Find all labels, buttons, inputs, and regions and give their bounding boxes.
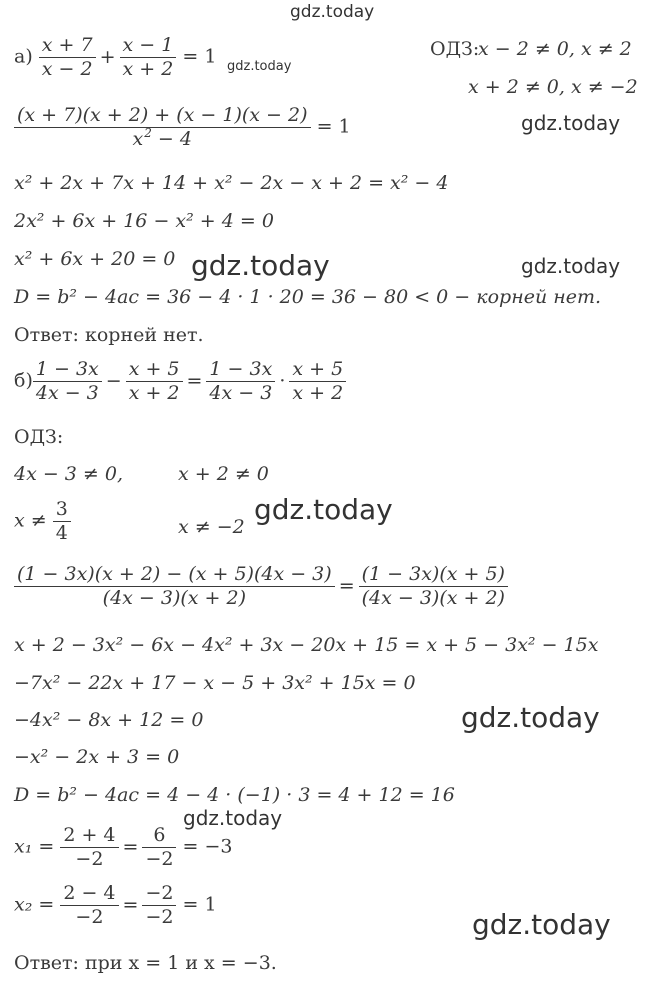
fraction: [33, 360, 102, 403]
fraction: [359, 565, 508, 608]
denominator: x + 2: [292, 382, 344, 404]
part-b-discriminant: D = b² − 4ac = 4 − 4 · (−1) · 3 = 4 + 12 = 16: [14, 784, 455, 806]
watermark-big-1: gdz.today: [191, 249, 330, 282]
watermark-top: gdz.today: [290, 2, 375, 22]
numerator: 6: [142, 826, 176, 848]
numerator: 1 − 3x: [206, 360, 275, 382]
root-lhs: x₁ =: [14, 835, 55, 858]
part-a-line-quadratic: x² + 6x + 20 = 0: [14, 248, 176, 270]
odz-b-condition-2: x + 2 ≠ 0: [178, 463, 269, 485]
denominator: $x^2 - 4$: [132, 126, 192, 150]
fraction: [39, 36, 96, 79]
fraction: [126, 360, 183, 403]
root-lhs: x₂ =: [14, 893, 55, 916]
part-b-line-simplified: −4x² − 8x + 12 = 0: [14, 709, 204, 731]
part-b-common-fraction: $\frac{(1 - 3x)(x + 2) - (x + 5)(4x - 3)}{(4x - 3)(x + 2)}$ = $\frac{(1 - 3x)(x + 5)}{(4x - 3)(x + 2)}$: [14, 565, 508, 608]
numerator: x − 1: [120, 36, 177, 58]
fraction: [60, 884, 118, 927]
root-result: = 1: [182, 893, 217, 916]
numerator: 2 − 4: [60, 884, 118, 906]
fraction: [53, 500, 71, 543]
part-b-line-collect: −7x² − 22x + 17 − x − 5 + 3x² + 15x = 0: [14, 672, 416, 694]
part-b-answer: Ответ: при x = 1 и x = −3.: [14, 952, 277, 974]
fraction: [14, 106, 311, 149]
watermark-big-2: gdz.today: [254, 493, 393, 526]
watermark-big-3: gdz.today: [461, 701, 600, 734]
odz-b-label: ОДЗ:: [14, 426, 64, 448]
part-b-root-x1: x₁ = $\frac{2 + 4}{-2}$ = $\frac{6}{-2}$ = −3: [14, 824, 233, 870]
denominator: (4x − 3)(x + 2): [102, 587, 247, 609]
part-a-line-collect: 2x² + 6x + 16 − x² + 4 = 0: [14, 210, 274, 232]
numerator: 1 − 3x: [33, 360, 102, 382]
denominator: 4: [55, 522, 68, 544]
numerator: (1 − 3x)(x + 2) − (x + 5)(4x − 3): [14, 565, 335, 587]
part-a-equation: а) $\frac{x + 7}{x - 2}$ + $\frac{x - 1}{x + 2}$ = 1: [14, 34, 217, 80]
root-lhs: x ≠: [14, 509, 47, 532]
odz-b-condition-1: 4x − 3 ≠ 0,: [14, 463, 124, 485]
part-a-answer: Ответ: корней нет.: [14, 324, 204, 346]
part-b-label: б): [14, 369, 33, 392]
watermark-right-1: gdz.today: [521, 111, 621, 135]
denominator: x + 2: [128, 382, 180, 404]
fraction: [206, 360, 275, 403]
denominator: −2: [145, 906, 174, 928]
denominator: −2: [75, 906, 104, 928]
part-b-root-x2: x₂ = $\frac{2 - 4}{-2}$ = $\frac{-2}{-2}$ = 1: [14, 882, 217, 928]
part-a-discriminant: D = b² − 4ac = 36 − 4 · 1 · 20 = 36 − 80 < 0 − корней нет.: [14, 286, 602, 308]
denominator: −2: [75, 848, 104, 870]
fraction: [120, 36, 177, 79]
root-result: = −3: [182, 835, 233, 858]
numerator: 2 + 4: [60, 826, 118, 848]
odz-a-label: ОДЗ:: [430, 38, 480, 60]
watermark-mid: gdz.today: [183, 806, 283, 830]
equation-rhs: = 1: [182, 45, 217, 68]
fraction: [142, 884, 176, 927]
denominator: 4x − 3: [209, 382, 273, 404]
odz-a-condition-2: x + 2 ≠ 0, x ≠ −2: [468, 76, 638, 98]
fraction: [60, 826, 118, 869]
part-a-line-expand: x² + 2x + 7x + 14 + x² − 2x − x + 2 = x² − 4: [14, 172, 449, 194]
numerator: (x + 7)(x + 2) + (x − 1)(x − 2): [14, 106, 311, 128]
denominator: (4x − 3)(x + 2): [361, 587, 505, 609]
numerator: x + 5: [289, 360, 346, 382]
part-b-line-expand: x + 2 − 3x² − 6x − 4x² + 3x − 20x + 15 = x + 5 − 3x² − 15x: [14, 634, 599, 656]
fraction: [142, 826, 176, 869]
odz-b-root-1: [14, 500, 71, 543]
numerator: −2: [142, 884, 176, 906]
denominator: x − 2: [41, 58, 93, 80]
denominator: 4x − 3: [35, 382, 99, 404]
part-b-equation: б) $\frac{1 - 3x}{4x - 3}$ − $\frac{x + 5}{x + 2}$ = $\frac{1 - 3x}{4x - 3}$ · $\frac{x + 5}{x + 2}$: [14, 360, 346, 403]
watermark-big-4: gdz.today: [472, 908, 611, 941]
watermark-inline-small: gdz.today: [227, 59, 292, 74]
watermark-right-2: gdz.today: [521, 254, 621, 278]
numerator: (1 − 3x)(x + 5): [359, 565, 508, 587]
denominator: x + 2: [122, 58, 174, 80]
denominator: −2: [145, 848, 174, 870]
odz-b-root-2: x ≠ −2: [178, 516, 245, 538]
numerator: x + 5: [126, 360, 183, 382]
part-a-common-fraction: [14, 106, 351, 149]
part-a-label: а): [14, 45, 33, 68]
numerator: x + 7: [39, 36, 96, 58]
numerator: 3: [53, 500, 71, 522]
fraction: [14, 565, 335, 608]
odz-a-condition-1: x − 2 ≠ 0, x ≠ 2: [478, 38, 632, 60]
fraction: [289, 360, 346, 403]
equation-rhs: = 1: [316, 115, 351, 138]
part-b-line-divided: −x² − 2x + 3 = 0: [14, 746, 180, 768]
